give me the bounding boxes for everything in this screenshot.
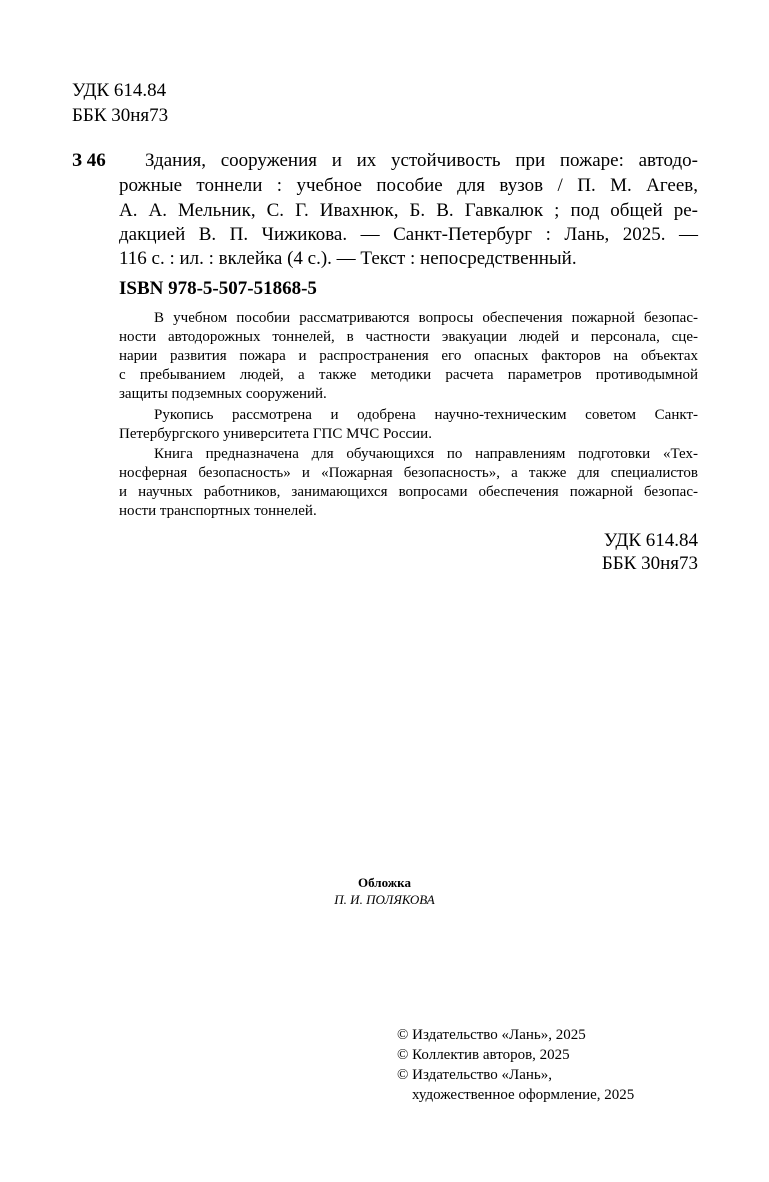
udk-code-footer: УДК 614.84 [603, 530, 698, 551]
annotation-line: носферная безопасность» и «Пожарная безопасность», а также для специалистов [119, 465, 698, 481]
udk-code-header: УДК 614.84 [72, 80, 167, 101]
annotation-line: нарии развития пожара и распространения его опасных факторов на объектах [119, 348, 698, 364]
copyright-line: художественное оформление, 2025 [412, 1087, 635, 1103]
annotation-line: Рукопись рассмотрена и одобрена научно-техническим советом Санкт- [154, 407, 698, 423]
annotation-line: с пребыванием людей, а также методики расчета параметров противодымной [119, 367, 698, 383]
cover-designer: П. И. ПОЛЯКОВА [334, 892, 435, 907]
bibliographic-line: Здания, сооружения и их устойчивость при пожаре: автодо- [145, 150, 698, 171]
annotation-line: Книга предназначена для обучающихся по направлениям подготовки «Тех- [154, 446, 698, 462]
annotation-line: ности транспортных тоннелей. [119, 503, 317, 519]
annotation-line: и научных работников, занимающихся вопросами обеспечения пожарной безопас- [119, 484, 698, 500]
copyright-line: © Коллектив авторов, 2025 [397, 1047, 570, 1063]
copyright-line: © Издательство «Лань», 2025 [397, 1027, 586, 1043]
copyright-line: © Издательство «Лань», [397, 1067, 552, 1083]
bibliographic-line: дакцией В. П. Чижикова. — Санкт-Петербург : Лань, 2025. — [119, 224, 698, 245]
bibliographic-line: А. А. Мельник, С. Г. Ивахнюк, Б. В. Гавкалюк ; под общей ре- [119, 200, 698, 221]
bbk-code-header: ББК 30ня73 [72, 105, 169, 126]
annotation-line: защиты подземных сооружений. [119, 386, 327, 402]
annotation-line: ности автодорожных тоннелей, в частности эвакуации людей и персонала, сце- [119, 329, 698, 345]
annotation-line: Петербургского университета ГПС МЧС России. [119, 426, 432, 442]
author-sign-code: З 46 [72, 150, 106, 171]
annotation-line: В учебном пособии рассматриваются вопросы обеспечения пожарной безопас- [154, 310, 698, 326]
isbn: ISBN 978-5-507-51868-5 [119, 278, 317, 299]
bibliographic-line: 116 с. : ил. : вклейка (4 с.). — Текст : непосредственный. [119, 248, 577, 269]
bibliographic-line: рожные тоннели : учебное пособие для вузов / П. М. Агеев, [119, 175, 698, 196]
bbk-code-footer: ББК 30ня73 [601, 553, 698, 574]
cover-label: Обложка [358, 875, 411, 890]
